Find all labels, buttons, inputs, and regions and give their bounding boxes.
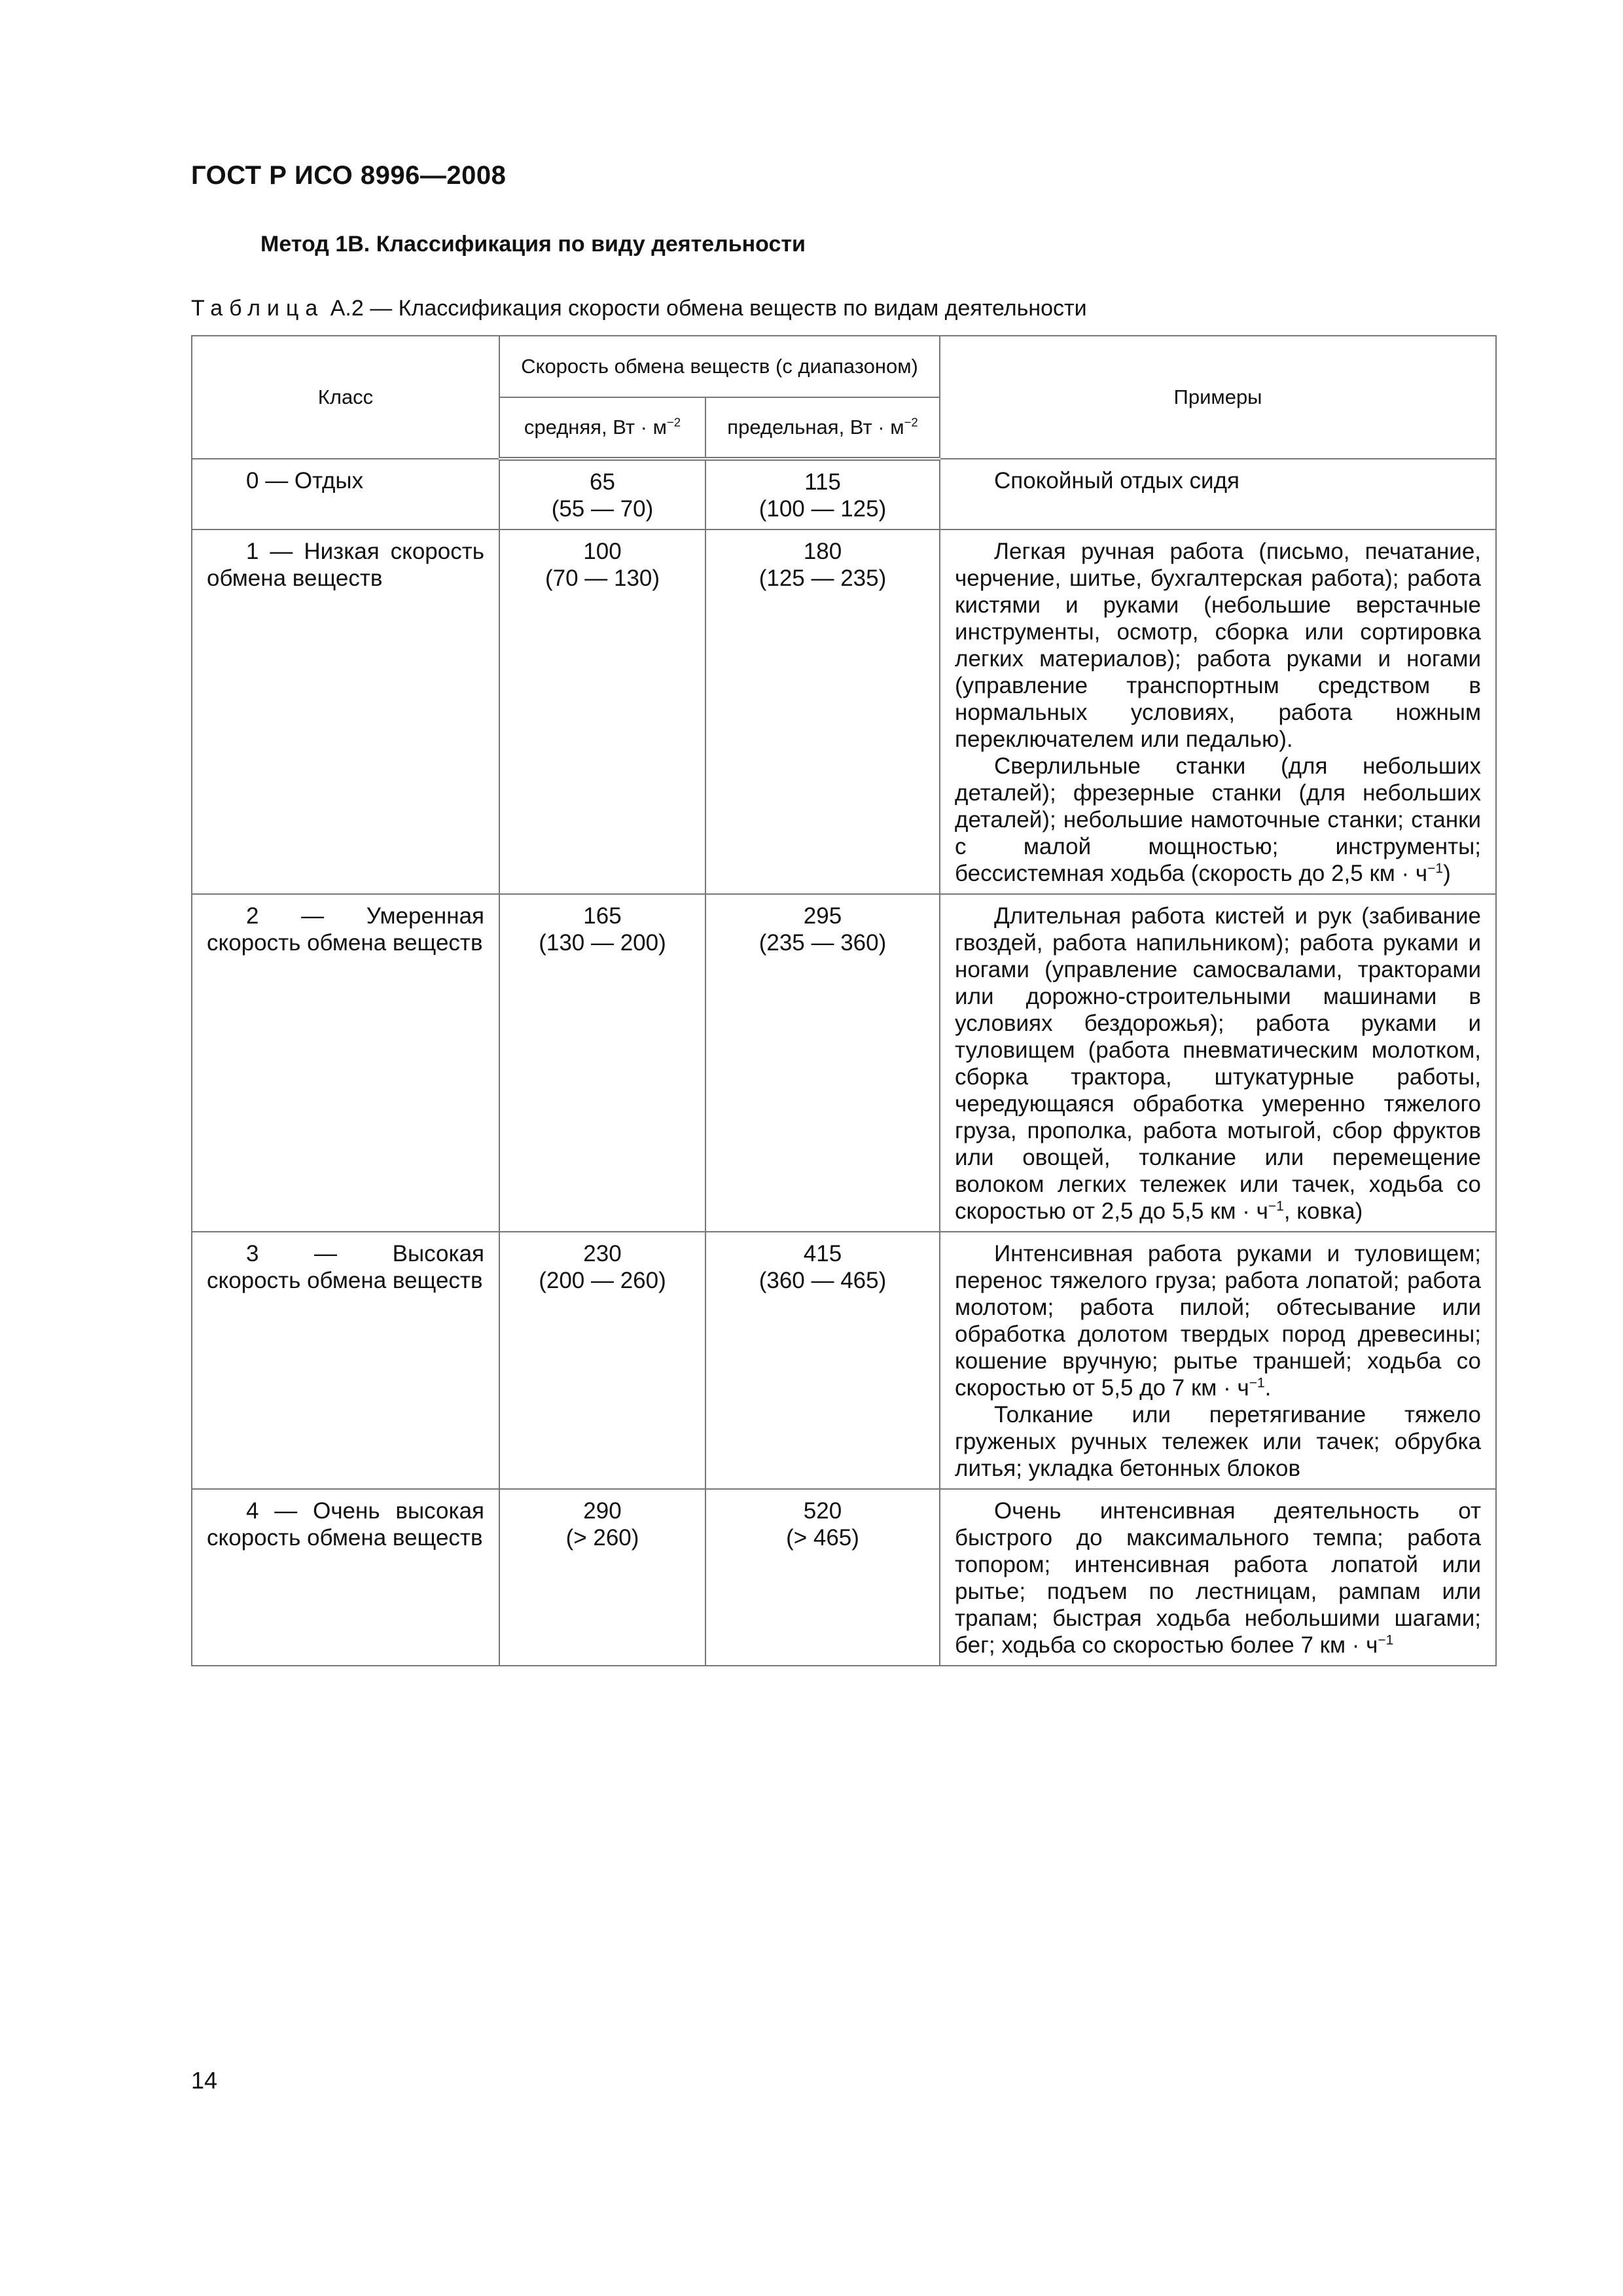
limit-cell (705, 1232, 940, 1489)
examples-cell (940, 894, 1496, 1232)
limit-range: (> 465) (786, 1525, 859, 1551)
limit-cell (705, 529, 940, 894)
limit-range: (360 — 465) (758, 1268, 887, 1293)
section-title: Метод 1В. Классификация по виду деятельности (260, 232, 806, 257)
mean-range: (> 260) (565, 1525, 639, 1551)
examples-paragraph (955, 1240, 1481, 1401)
limit-cell (705, 1489, 940, 1666)
class-cell: 0 — Отдых (192, 459, 499, 529)
mean-range: (130 — 200) (539, 930, 666, 956)
header-mean (499, 397, 705, 459)
class-cell: 1 — Низкая скорость обмена веществ (192, 529, 499, 894)
limit-cell (705, 459, 940, 529)
limit-value: 115 (804, 469, 841, 495)
limit-value: 520 (803, 1498, 842, 1524)
limit-range: (125 — 235) (758, 565, 887, 591)
exponent: −1 (1249, 1375, 1265, 1391)
examples-cell (940, 1489, 1496, 1666)
table-row (192, 529, 1496, 894)
examples-text-end: , ковка) (1283, 1198, 1363, 1224)
examples-paragraph: Толкание или перетягивание тяжело груженых ручных тележек или тачек; обрубка литья; укладка бетонных блоков (955, 1402, 1482, 1481)
table-row (192, 1489, 1496, 1666)
limit-value: 180 (803, 539, 842, 564)
examples-cell (940, 459, 1496, 529)
limit-value: 415 (803, 1241, 842, 1266)
mean-range: (55 — 70) (551, 496, 654, 522)
class-cell: 3 — Высокая скорость обмена веществ (192, 1232, 499, 1489)
examples-text-end: ) (1443, 861, 1451, 886)
examples-paragraph (955, 903, 1481, 1225)
table-caption (191, 296, 1087, 321)
examples-paragraph: Легкая ручная работа (письмо, печатание, черчение, шитье, бухгалтерская работа); работа кистями и руками (небольшие верстачные инструменты, осмотр, сборка или сортировка легких материалов); работа руками и ногами (управление транспортным средством в нормальных условиях, работа ножным переключателем или педалью). (955, 539, 1482, 752)
header-mean-text: средняя, Вт · м (524, 416, 667, 439)
class-cell: 4 — Очень высокая скорость обмена веществ (192, 1489, 499, 1666)
table-row (192, 1232, 1496, 1489)
table-caption-text: А.2 — Классификация скорости обмена веществ по видам деятельности (324, 296, 1087, 321)
mean-range: (200 — 260) (539, 1268, 666, 1293)
class-cell: 2 — Умеренная скорость обмена веществ (192, 894, 499, 1232)
examples-paragraph: Спокойный отдых сидя (994, 468, 1240, 493)
header-limit (705, 397, 940, 459)
header-limit-text: предельная, Вт · м (727, 416, 904, 439)
examples-text: Сверлильные станки (для небольших деталей); фрезерные станки (для небольших деталей); небольшие намоточные станки; станки с малой мощностью; инструменты; бессистемная ходьба (скорость до 2,5 км · ч (955, 753, 1482, 886)
limit-range: (100 — 125) (758, 496, 887, 522)
mean-value: 165 (583, 903, 622, 929)
header-mean-exponent: −2 (666, 415, 681, 429)
limit-value: 295 (803, 903, 842, 929)
limit-cell (705, 894, 940, 1232)
header-examples: Примеры (940, 336, 1496, 459)
examples-text: Интенсивная работа руками и туловищем; перенос тяжелого груза; работа лопатой; работа молотом; работа пилой; обтесывание или обработка долотом твердых пород древесины; кошение вручную; рытье траншей; ходьба со скоростью от 5,5 до 7 км · ч (955, 1241, 1482, 1401)
mean-cell (499, 1489, 705, 1666)
metabolic-rate-table (191, 335, 1497, 1666)
examples-cell (940, 529, 1496, 894)
limit-range: (235 — 360) (758, 930, 887, 956)
page-number: 14 (191, 2067, 218, 2094)
table-caption-label: Таблица (191, 296, 325, 321)
examples-cell (940, 1232, 1496, 1489)
header-class: Класс (192, 336, 499, 459)
exponent: −1 (1378, 1632, 1394, 1648)
mean-range: (70 — 130) (544, 565, 660, 591)
header-limit-exponent: −2 (904, 415, 918, 429)
exponent: −1 (1268, 1198, 1284, 1214)
examples-text: Длительная работа кистей и рук (забивание гвоздей, работа напильником); работа руками и ногами (управление самосвалами, тракторами или дорожно-строительными машинами в условиях бездорожья); работа руками и туловищем (работа пневматическим молотком, сборка трактора, штукатурные работы, чередующаяся обработка умеренно тяжелого груза, прополка, работа мотыгой, сбор фруктов или овощей, толкание или перемещение волоком легких тележек или тачек, ходьба со скоростью от 2,5 до 5,5 км · ч (955, 903, 1482, 1224)
examples-paragraph (955, 1498, 1481, 1659)
table-row (192, 894, 1496, 1232)
examples-paragraph (955, 753, 1481, 887)
mean-value: 290 (583, 1498, 622, 1524)
examples-text-end: . (1264, 1375, 1272, 1401)
mean-cell (499, 459, 705, 529)
mean-cell (499, 1232, 705, 1489)
table-row (192, 459, 1496, 529)
mean-cell (499, 529, 705, 894)
mean-value: 100 (583, 539, 622, 564)
mean-cell (499, 894, 705, 1232)
header-rate: Скорость обмена веществ (с диапазоном) (499, 336, 940, 397)
mean-value: 230 (583, 1241, 622, 1266)
exponent: −1 (1427, 861, 1444, 876)
examples-text: Очень интенсивная деятельность от быстрого до максимального темпа; работа топором; интенсивная работа лопатой или рытье; подъем по лестницам, рампам или трапам; быстрая ходьба небольшими шагами; бег; ходьба со скоростью более 7 км · ч (955, 1498, 1482, 1658)
mean-value: 65 (590, 469, 615, 495)
page-header: ГОСТ Р ИСО 8996—2008 (191, 161, 507, 190)
